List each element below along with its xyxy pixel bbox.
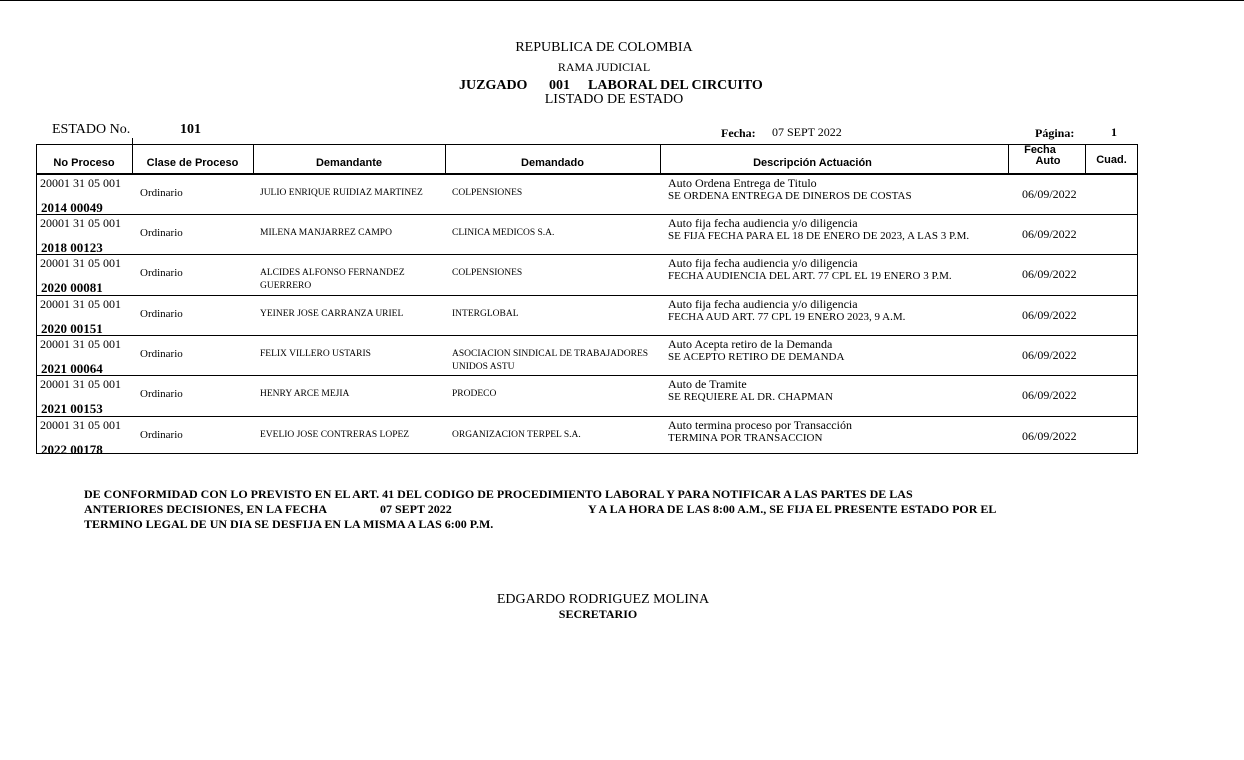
- process-class: Ordinario: [140, 388, 183, 400]
- rama-heading: RAMA JUDICIAL: [557, 60, 651, 74]
- table-row: [36, 296, 1138, 336]
- notice-line-3: TERMINO LEGAL DE UN DIA SE DESFIJA EN LA MISMA A LAS 6:00 P.M.: [84, 517, 494, 531]
- listado-heading: LISTADO DE ESTADO: [544, 92, 684, 107]
- process-number: 2021 00064: [41, 361, 103, 376]
- laboral-heading: LABORAL DEL CIRCUITO: [588, 78, 763, 93]
- demandante: EVELIO JOSE CONTRERAS LOPEZ: [260, 430, 410, 440]
- demandado: COLPENSIONES: [452, 188, 523, 198]
- header-cuad: Cuad.: [1096, 154, 1127, 166]
- process-code: 20001 31 05 001: [40, 176, 121, 190]
- process-class: Ordinario: [140, 187, 183, 199]
- demandante: HENRY ARCE MEJIA: [260, 389, 350, 399]
- table-row: [36, 376, 1138, 416]
- table-row: [36, 417, 1138, 457]
- estado-number: 101: [180, 122, 201, 137]
- actuacion-detail: SE REQUIERE AL DR. CHAPMAN: [668, 391, 833, 403]
- process-code: 20001 31 05 001: [40, 337, 121, 351]
- demandado: COLPENSIONES: [452, 268, 523, 278]
- fecha-auto: 06/09/2022: [1022, 429, 1077, 443]
- pagina-value: 1: [1111, 125, 1117, 139]
- fecha-value: 07 SEPT 2022: [772, 125, 842, 139]
- fecha-auto: 06/09/2022: [1022, 388, 1077, 402]
- fecha-auto: 06/09/2022: [1022, 187, 1077, 201]
- actuacion-title: Auto fija fecha audiencia y/o diligencia: [668, 297, 858, 311]
- table-row: [36, 255, 1138, 295]
- header-clase: Clase de Proceso: [146, 157, 239, 169]
- actuacion-title: Auto termina proceso por Transacción: [668, 418, 852, 432]
- process-code: 20001 31 05 001: [40, 297, 121, 311]
- process-class: Ordinario: [140, 348, 183, 360]
- notice-line-1: DE CONFORMIDAD CON LO PREVISTO EN EL ART. 41 DEL CODIGO DE PROCEDIMIENTO LABORAL Y PARA NOTIFICAR A LAS PARTES DE LAS: [84, 487, 913, 501]
- demandado: PRODECO: [452, 389, 497, 399]
- actuacion-title: Auto fija fecha audiencia y/o diligencia: [668, 256, 858, 270]
- pagina-label: Página:: [1035, 126, 1075, 140]
- fecha-auto: 06/09/2022: [1022, 308, 1077, 322]
- fecha-label: Fecha:: [721, 126, 756, 140]
- republic-heading: REPUBLICA DE COLOMBIA: [515, 40, 693, 55]
- actuacion-title: Auto Acepta retiro de la Demanda: [668, 337, 833, 351]
- process-number: 2020 00151: [41, 321, 103, 336]
- table-row: [36, 215, 1138, 255]
- signature-title: SECRETARIO: [558, 607, 638, 621]
- process-number: 2018 00123: [41, 240, 103, 255]
- process-number: 2022 00178: [41, 442, 103, 457]
- table-row: [36, 175, 1138, 215]
- demandado: CLINICA MEDICOS S.A.: [452, 228, 555, 238]
- process-class: Ordinario: [140, 227, 183, 239]
- signature-name: EDGARDO RODRIGUEZ MOLINA: [496, 592, 710, 607]
- header-fecha-auto-2: Auto: [1035, 155, 1061, 167]
- header-demandante: Demandante: [315, 157, 383, 169]
- process-number: 2021 00153: [41, 401, 103, 416]
- process-code: 20001 31 05 001: [40, 216, 121, 230]
- process-class: Ordinario: [140, 429, 183, 441]
- fecha-auto: 06/09/2022: [1022, 267, 1077, 281]
- demandado: ORGANIZACION TERPEL S.A.: [452, 430, 581, 440]
- notice-line-2: ANTERIORES DECISIONES, EN LA FECHA: [84, 502, 328, 516]
- process-code: 20001 31 05 001: [40, 377, 121, 391]
- process-number: 2020 00081: [41, 280, 103, 295]
- process-class: Ordinario: [140, 267, 183, 279]
- demandado: INTERGLOBAL: [452, 309, 519, 319]
- actuacion-title: Auto de Tramite: [668, 377, 747, 391]
- process-number: 2014 00049: [41, 200, 103, 215]
- process-code: 20001 31 05 001: [40, 256, 121, 270]
- estado-label: ESTADO No.: [52, 122, 131, 137]
- juzgado-label: JUZGADO: [459, 78, 528, 93]
- header-descripcion: Descripción Actuación: [753, 157, 872, 169]
- actuacion-detail: SE ORDENA ENTREGA DE DINEROS DE COSTAS: [668, 190, 912, 202]
- header-demandado: Demandado: [521, 157, 584, 169]
- actuacion-detail: TERMINA POR TRANSACCION: [668, 432, 823, 444]
- fecha-auto: 06/09/2022: [1022, 348, 1077, 362]
- fecha-auto: 06/09/2022: [1022, 227, 1077, 241]
- top-border: [0, 0, 1244, 1]
- demandado: ASOCIACION SINDICAL DE TRABAJADORES UNIDOS ASTU: [452, 349, 649, 372]
- demandante: YEINER JOSE CARRANZA URIEL: [260, 309, 404, 319]
- header-fecha-auto: Fecha: [1024, 144, 1056, 156]
- notice-line-2b: Y A LA HORA DE LAS 8:00 A.M., SE FIJA EL PRESENTE ESTADO POR EL: [588, 502, 997, 516]
- header-proceso: No Proceso: [53, 157, 115, 169]
- juzgado-number: 001: [549, 78, 570, 93]
- table-row: [36, 336, 1138, 376]
- notice-date: 07 SEPT 2022: [380, 502, 452, 516]
- process-class: Ordinario: [140, 308, 183, 320]
- process-code: 20001 31 05 001: [40, 418, 121, 432]
- actuacion-title: Auto fija fecha audiencia y/o diligencia: [668, 216, 858, 230]
- demandante: ALCIDES ALFONSO FERNANDEZ GUERRERO: [260, 268, 405, 291]
- demandante: FELIX VILLERO USTARIS: [260, 349, 371, 359]
- actuacion-title: Auto Ordena Entrega de Titulo: [668, 176, 817, 190]
- actuacion-detail: FECHA AUDIENCIA DEL ART. 77 CPL EL 19 ENERO 3 P.M.: [668, 270, 952, 282]
- demandante: MILENA MANJARREZ CAMPO: [260, 228, 392, 238]
- actuacion-detail: SE ACEPTO RETIRO DE DEMANDA: [668, 351, 845, 363]
- actuacion-detail: FECHA AUD ART. 77 CPL 19 ENERO 2023, 9 A.M.: [668, 311, 906, 323]
- actuacion-detail: SE FIJA FECHA PARA EL 18 DE ENERO DE 2023, A LAS 3 P.M.: [668, 230, 970, 242]
- demandante: JULIO ENRIQUE RUIDIAZ MARTINEZ: [260, 188, 423, 198]
